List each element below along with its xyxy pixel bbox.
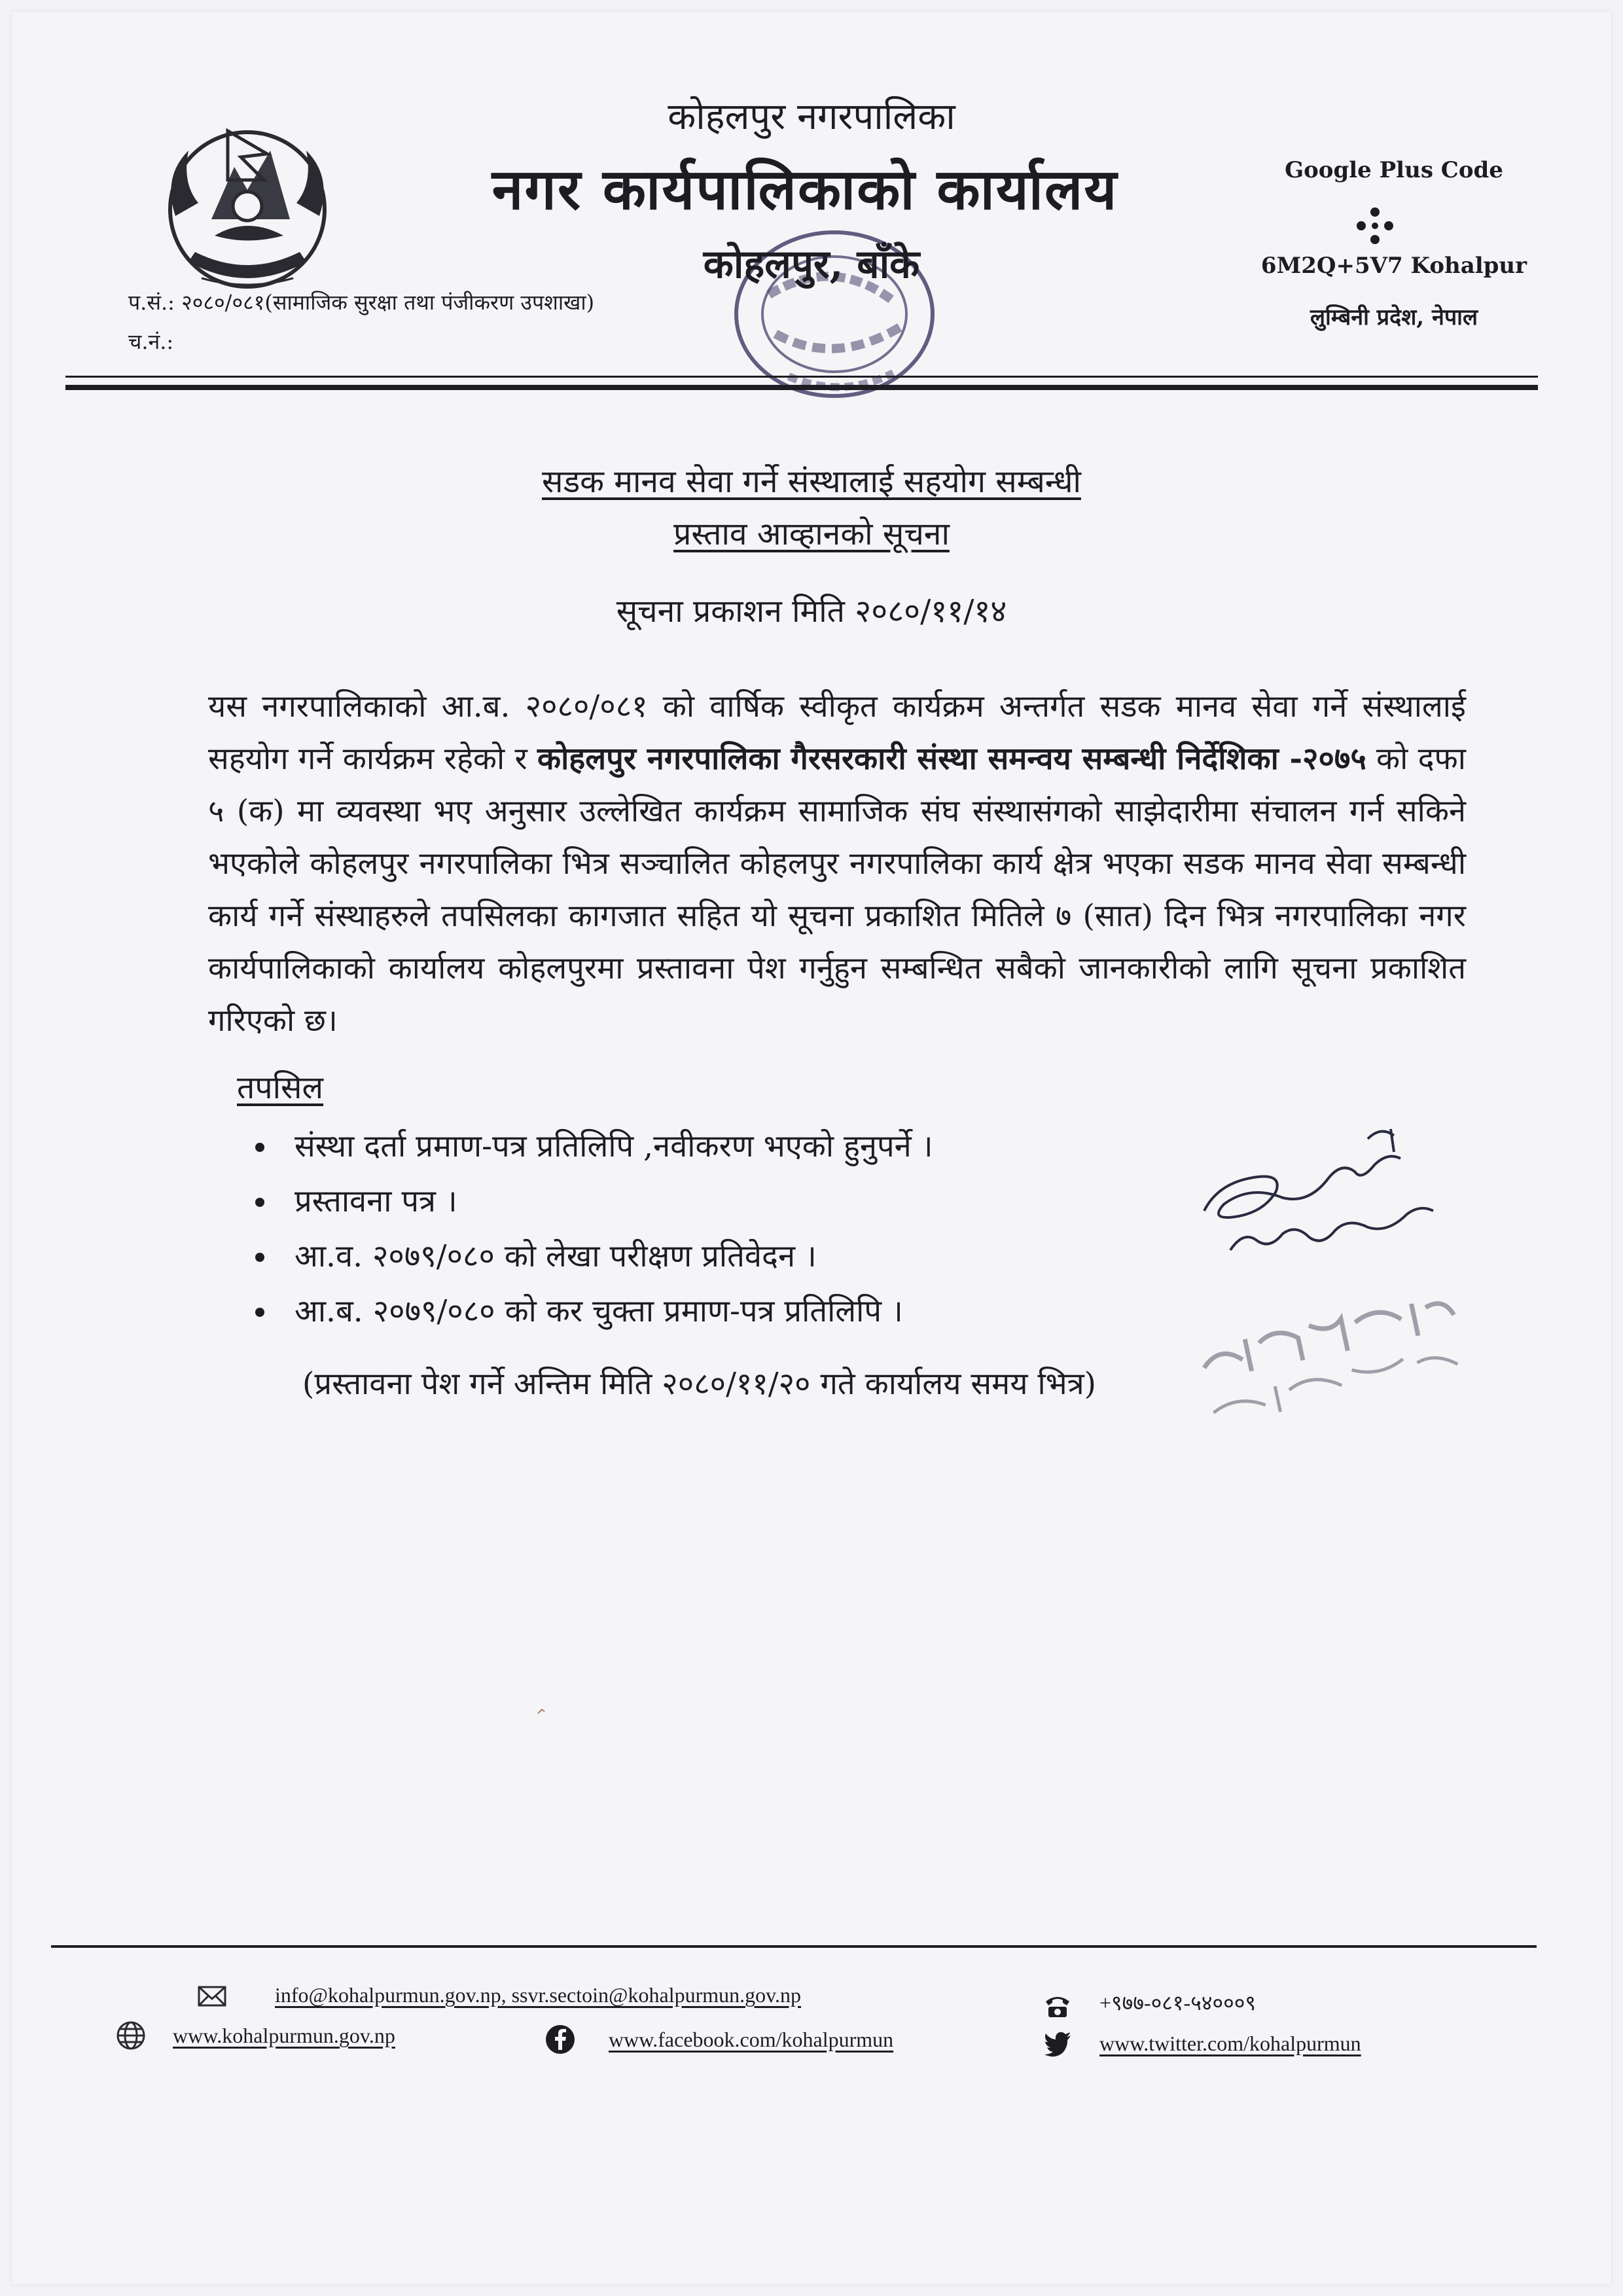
twitter-link[interactable]: www.twitter.com/kohalpurmun (1099, 2032, 1361, 2055)
notice-subtitle: प्रस्ताव आव्हानको सूचना (673, 516, 950, 552)
notice-title: सडक मानव सेवा गर्ने संस्थालाई सहयोग सम्बन्धी (542, 463, 1081, 500)
phone-icon (1042, 1990, 1073, 2021)
globe-icon (115, 2020, 147, 2051)
list-item: प्रस्तावना पत्र । (255, 1174, 1237, 1229)
list-item: आ.व. २०७९/०८० को लेखा परीक्षण प्रतिवेदन । (255, 1229, 1237, 1284)
officer-name-stamp (1178, 1283, 1479, 1427)
publish-date: सूचना प्रकाशन मिति २०८०/११/१४ (616, 593, 1007, 630)
email-link[interactable]: info@kohalpurmun.gov.np, ssvr.sectoin@kohalpurmun.gov.np (275, 1983, 802, 2007)
list-item: आ.ब. २०७९/०८० को कर चुक्ता प्रमाण-पत्र प्रतिलिपि । (255, 1284, 1237, 1339)
facebook-link[interactable]: www.facebook.com/kohalpurmun (609, 2028, 894, 2051)
header-divider-thin (65, 376, 1538, 378)
mail-icon (196, 1981, 228, 2012)
paper-speck (537, 1708, 546, 1715)
handwritten-signature (1178, 1100, 1453, 1270)
submission-deadline: (प्रस्तावना पेश गर्ने अन्तिम मिति २०८०/११/२० गते कार्यालय समय भित्र) (302, 1366, 1096, 1402)
office-location: कोहलपुर, बाँके (703, 242, 920, 287)
body-text-part1: यस नगरपालिकाको आ.ब. २०८०/०८१ को वार्षिक स्वीकृत कार्यक्रम अन्तर्गत सडक मानव सेवा गर्ने संस्थालाई सहयोग गर्ने कार्यक्रम रहेको र (208, 689, 1466, 777)
body-text-part2: को दफा ५ (क) मा व्यवस्था भए अनुसार उल्लेखित कार्यक्रम सामाजिक संघ संस्थासंगको साझेदारीमा संचालन गर्न सकिने भएकोले कोहलपुर नगरपालिका भित्र सञ्चालित कोहलपुर नगरपालिका कार्य क्षेत्र भएका सडक मानव सेवा सम्बन्धी कार्य गर्ने संस्थाहरुले तपसिलका कागजात सहित यो सूचना प्रकाशित मितिले ७ (सात) दिन भित्र नगरपालिका नगर कार्यपालिकाको कार्यालय कोहलपुरमा प्रस्तावना पेश गर्नुहुन सम्बन्धित सबैको जानकारीको लागि सूचना प्रकाशित गरिएको छ। (208, 741, 1466, 1039)
reference-number: प.सं.: २०८०/०८१(सामाजिक सुरक्षा तथा पंजीकरण उपशाखा) (128, 290, 595, 315)
facebook-icon (544, 2024, 576, 2055)
dispatch-number: च.नं.: (128, 329, 174, 354)
website-link[interactable]: www.kohalpurmun.gov.np (173, 2024, 395, 2047)
twitter-icon (1042, 2028, 1073, 2059)
plus-code-label: Google Plus Code (1285, 157, 1503, 183)
province-label: लुम्बिनी प्रदेश, नेपाल (1310, 304, 1478, 331)
header-divider-thick (65, 385, 1538, 390)
requirements-list (255, 1119, 1237, 1339)
list-item: संस्था दर्ता प्रमाण-पत्र प्रतिलिपि ,नवीकरण भएको हुनुपर्ने । (255, 1119, 1237, 1174)
municipality-name: कोहलपुर नगरपालिका (668, 96, 955, 138)
office-name: नगर कार्यपालिकाको कार्यालय (491, 156, 1118, 223)
body-text-bold: कोहलपुर नगरपालिका गैरसरकारी संस्था समन्वय सम्बन्धी निर्देशिका -२०७५ (537, 741, 1366, 777)
notice-body (208, 681, 1466, 1047)
list-heading: तपसिल (237, 1069, 324, 1106)
plus-code-icon (1352, 203, 1398, 249)
footer-divider (51, 1945, 1537, 1948)
plus-code: 6M2Q+5V7 Kohalpur (1260, 253, 1527, 279)
phone-number: +९७७-०८१-५४०००९ (1099, 1991, 1257, 2015)
